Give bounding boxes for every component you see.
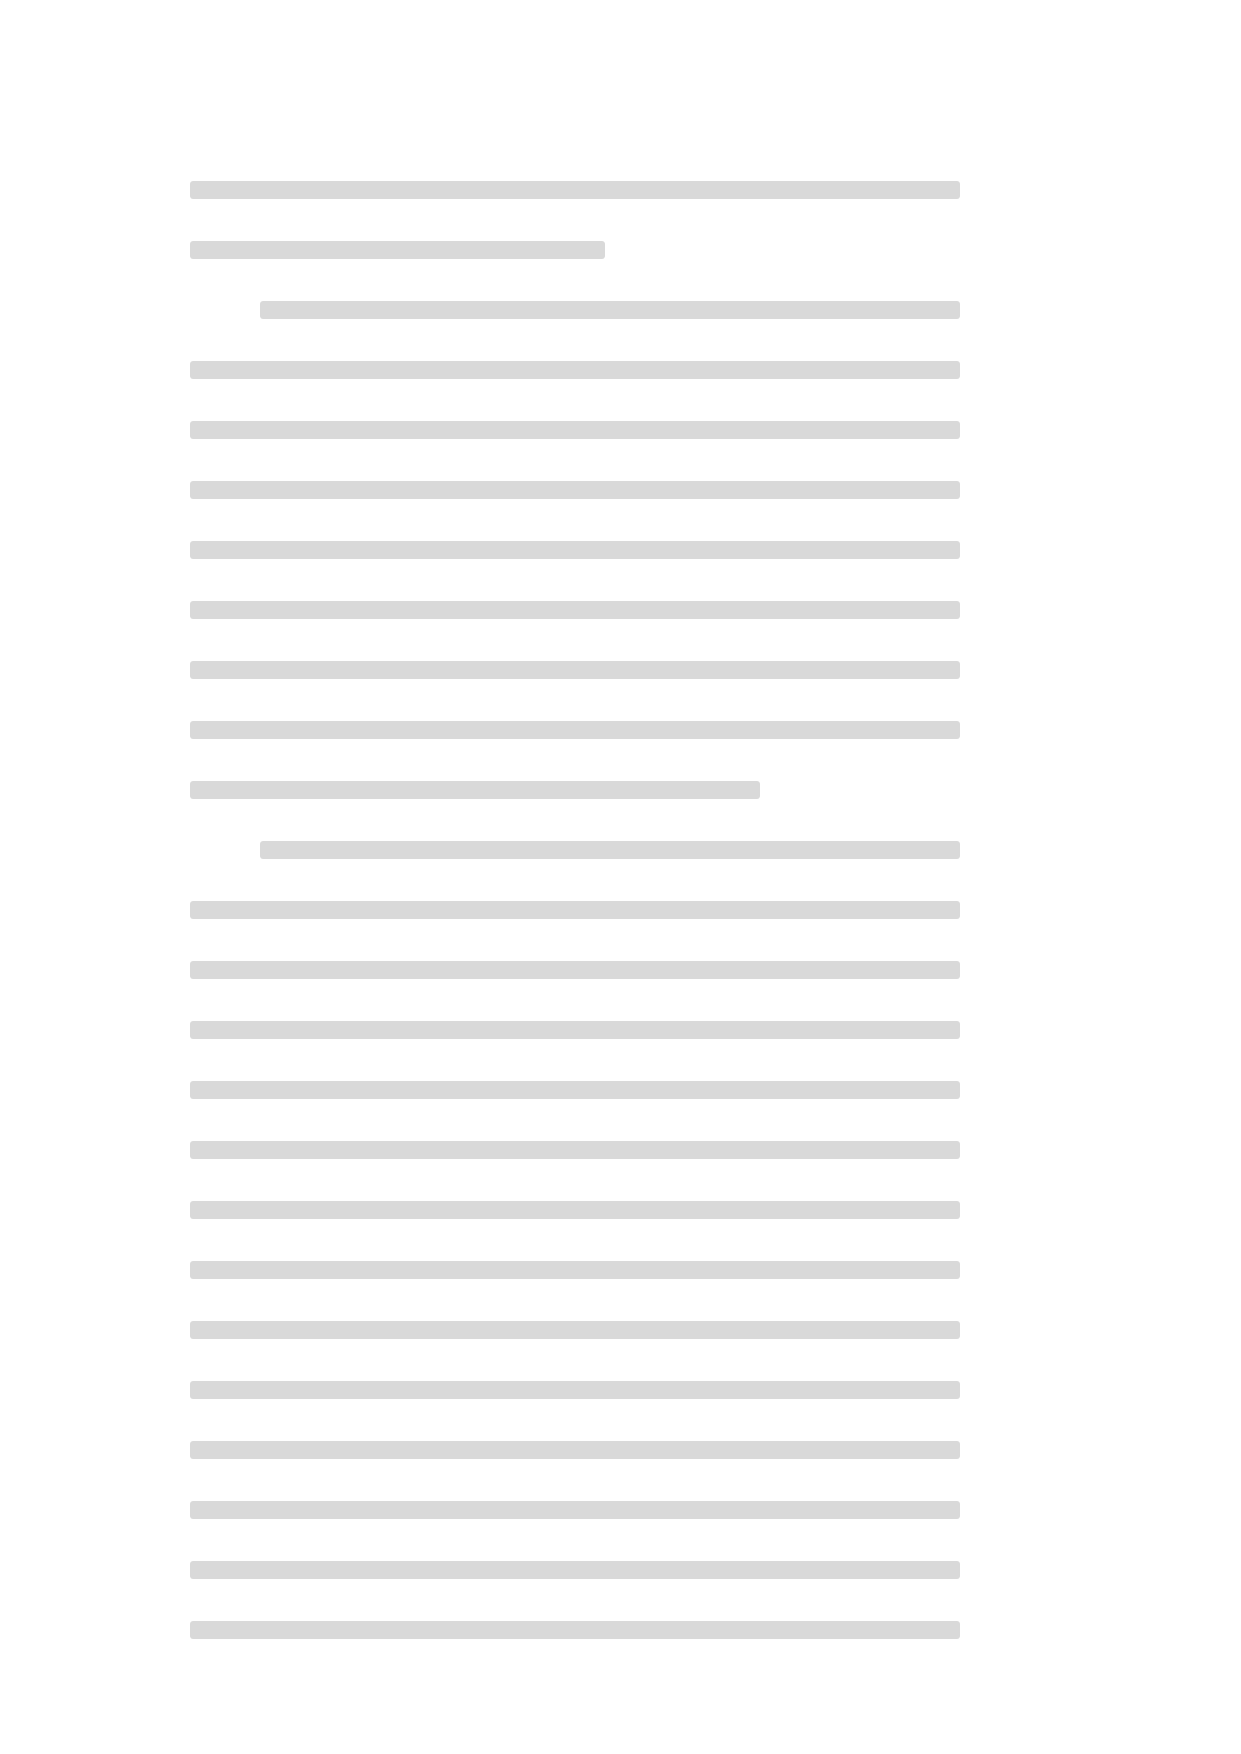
text-line (190, 580, 1050, 640)
text-placeholder-bar (190, 181, 960, 199)
text-line (190, 1540, 1050, 1600)
text-line (190, 220, 1050, 280)
text-placeholder-bar (190, 601, 960, 619)
text-line (190, 1240, 1050, 1300)
text-placeholder-bar (190, 481, 960, 499)
text-placeholder-bar (190, 661, 960, 679)
text-line (190, 640, 1050, 700)
text-placeholder-bar (190, 1081, 960, 1099)
text-line (190, 400, 1050, 460)
text-line (190, 880, 1050, 940)
text-line (190, 1360, 1050, 1420)
text-placeholder-bar (190, 781, 760, 799)
text-line (190, 160, 1050, 220)
text-placeholder-bar (190, 1141, 960, 1159)
text-line (190, 1060, 1050, 1120)
text-placeholder-bar (190, 721, 960, 739)
text-placeholder-bar (190, 1201, 960, 1219)
text-line (190, 700, 1050, 760)
text-line (190, 280, 1050, 340)
text-line (190, 820, 1050, 880)
text-line (190, 940, 1050, 1000)
text-placeholder-bar (260, 301, 960, 319)
text-line (190, 460, 1050, 520)
text-placeholder-bar (190, 1561, 960, 1579)
text-placeholder-bar (190, 901, 960, 919)
text-line (190, 760, 1050, 820)
text-placeholder-bar (190, 421, 960, 439)
text-line (190, 1000, 1050, 1060)
text-placeholder-bar (260, 841, 960, 859)
text-placeholder-bar (190, 1321, 960, 1339)
text-placeholder-bar (190, 1501, 960, 1519)
text-placeholder-bar (190, 1261, 960, 1279)
text-line (190, 1480, 1050, 1540)
document-body (190, 160, 1050, 1660)
text-line (190, 1600, 1050, 1660)
text-placeholder-bar (190, 361, 960, 379)
text-placeholder-bar (190, 1441, 960, 1459)
text-line (190, 1420, 1050, 1480)
text-line (190, 1180, 1050, 1240)
text-placeholder-bar (190, 541, 960, 559)
text-placeholder-bar (190, 241, 605, 259)
text-line (190, 1300, 1050, 1360)
text-placeholder-bar (190, 1021, 960, 1039)
text-line (190, 520, 1050, 580)
text-placeholder-bar (190, 1381, 960, 1399)
text-placeholder-bar (190, 1621, 960, 1639)
text-line (190, 340, 1050, 400)
text-line (190, 1120, 1050, 1180)
text-placeholder-bar (190, 961, 960, 979)
